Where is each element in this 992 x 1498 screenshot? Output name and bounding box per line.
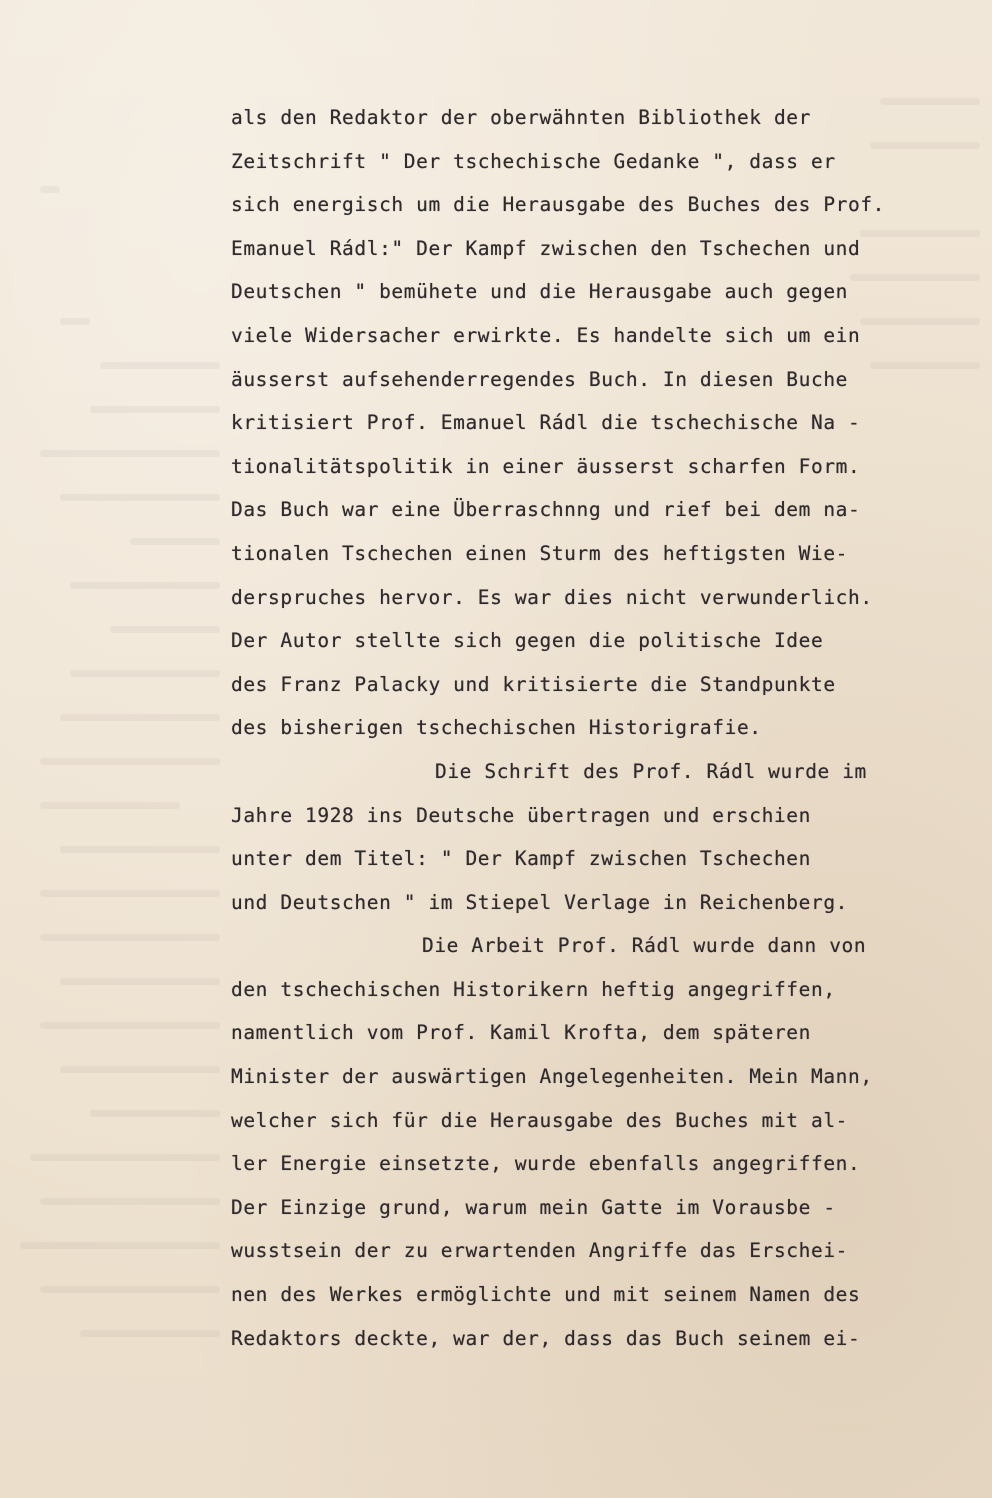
paragraph-start-line: Die Arbeit Prof. Rádl wurde dann von [422, 934, 867, 958]
paragraph-start-line: Die Schrift des Prof. Rádl wurde im [435, 759, 867, 783]
text-line: nen des Werkes ermöglichte und mit seinem Namen des [231, 1283, 861, 1307]
text-line: ler Energie einsetzte, wurde ebenfalls angegriffen. [231, 1152, 861, 1176]
text-line: Minister der auswärtigen Angelegenheiten. Mein Mann, [231, 1065, 873, 1089]
text-line: Emanuel Rádl:" Der Kampf zwischen den Tschechen und [231, 236, 861, 260]
text-line: äusserst aufsehenderregendes Buch. In diesen Buche [231, 367, 848, 391]
text-line: Zeitschrift " Der tschechische Gedanke ", dass er [231, 149, 836, 173]
text-line: namentlich vom Prof. Kamil Krofta, dem späteren [231, 1021, 811, 1045]
text-line: des Franz Palacky und kritisierte die Standpunkte [231, 672, 836, 696]
typewritten-text [231, 96, 981, 1360]
text-line: sich energisch um die Herausgabe des Buches des Prof. [231, 193, 886, 217]
text-line: tionalen Tschechen einen Sturm des heftigsten Wie- [231, 541, 848, 565]
text-line: welcher sich für die Herausgabe des Buches mit al- [231, 1108, 848, 1132]
text-line: kritisiert Prof. Emanuel Rádl die tschechische Na - [231, 411, 861, 435]
text-line: Das Buch war eine Überraschnng und rief bei dem na- [231, 498, 861, 522]
text-line: und Deutschen " im Stiepel Verlage in Reichenberg. [231, 890, 848, 914]
text-line: Deutschen " bemühete und die Herausgabe auch gegen [231, 280, 848, 304]
text-line: Der Einzige grund, warum mein Gatte im Vorausbe - [231, 1195, 836, 1219]
text-line: Redaktors deckte, war der, dass das Buch seinem ei- [231, 1326, 861, 1350]
text-line: als den Redaktor der oberwähnten Bibliothek der [231, 106, 811, 129]
text-line: wusstsein der zu erwartenden Angriffe das Erschei- [231, 1239, 848, 1263]
text-line: Jahre 1928 ins Deutsche übertragen und erschien [231, 803, 811, 827]
text-line: viele Widersacher erwirkte. Es handelte sich um ein [231, 323, 861, 347]
text-line: Der Autor stellte sich gegen die politische Idee [231, 629, 824, 653]
text-line: derspruches hervor. Es war dies nicht verwunderlich. [231, 585, 873, 609]
text-line: des bisherigen tschechischen Historigrafie. [231, 716, 762, 740]
text-line: unter dem Titel: " Der Kampf zwischen Tschechen [231, 847, 811, 871]
text-line: den tschechischen Historikern heftig angegriffen, [231, 977, 836, 1001]
text-line: tionalitätspolitik in einer äusserst scharfen Form. [231, 454, 861, 478]
